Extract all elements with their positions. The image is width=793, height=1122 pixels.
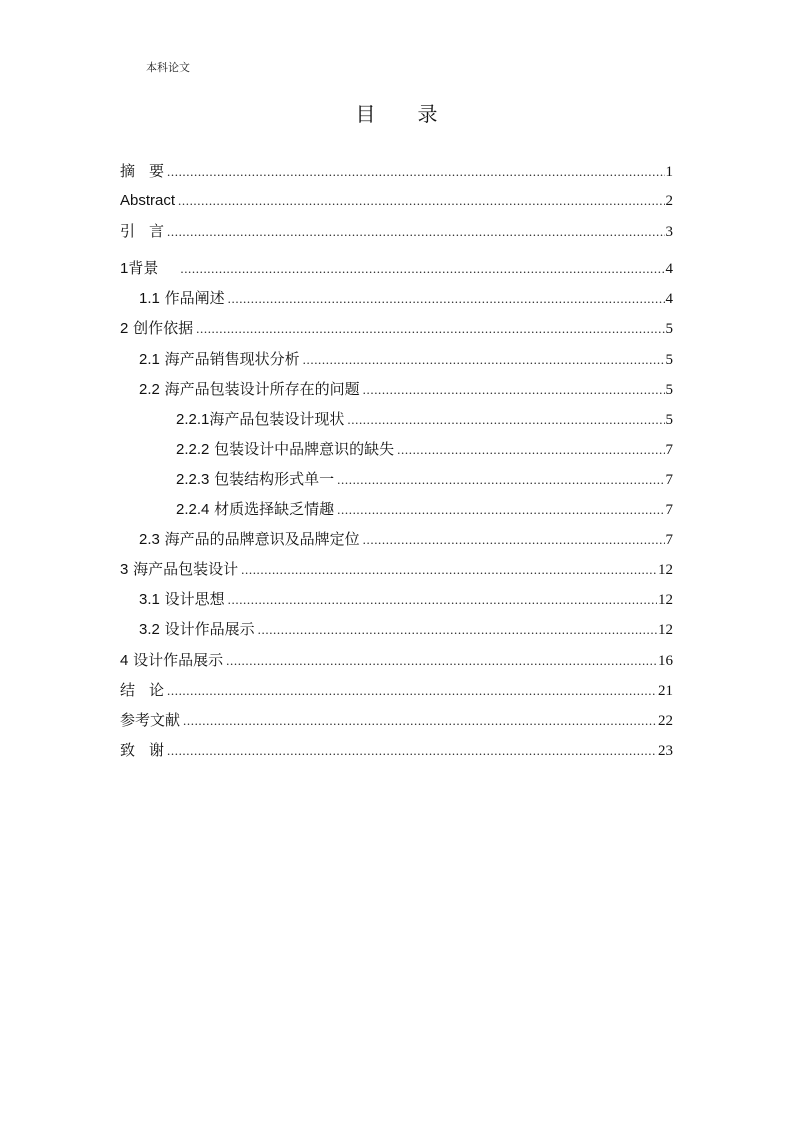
toc-page-number: 5 [665,411,673,428]
toc-entry-acknowledgements[interactable] [120,735,673,765]
toc-entry-title: 2.2.2 包装设计中品牌意识的缺失 [176,439,395,458]
toc-entry-section-2-2-4[interactable] [120,494,673,524]
toc-entry-title: 2.2.3 包装结构形式单一 [176,469,335,488]
toc-page-number: 23 [658,742,673,759]
toc-entry-section-2-2-3[interactable] [120,464,673,494]
toc-page-number: 2 [665,193,673,210]
toc-leader-dots [303,345,665,374]
toc-page-number: 21 [658,682,673,699]
toc-leader-dots [337,495,664,524]
toc-page-number: 22 [658,712,673,729]
toc-entry-title: 4 设计作品展示 [120,650,224,669]
toc-entry-title: 参考文献 [120,710,181,729]
toc-leader-dots [167,736,657,765]
toc-entry-title: 1背景 [120,259,159,278]
toc-entry-title: 2.3 海产品的品牌意识及品牌定位 [139,530,360,549]
toc-entry-chapter-3[interactable] [120,554,673,584]
toc-entry-title: 2.2.1海产品包装设计现状 [176,409,345,428]
toc-entry-title: 结论 [120,680,165,699]
toc-page-number: 16 [658,652,673,669]
table-of-contents [120,156,673,765]
running-header: 本科论文 [146,61,190,74]
toc-page-number: 12 [658,562,673,579]
toc-leader-dots [363,525,665,554]
toc-leader-dots [226,646,657,675]
toc-entry-title: Abstract [120,192,176,210]
toc-leader-dots [228,284,665,313]
toc-page-number: 12 [658,622,673,639]
toc-leader-dots [241,555,657,584]
toc-leader-dots [228,585,657,614]
toc-page-number: 5 [665,351,673,368]
toc-entry-title: 2.2 海产品包装设计所存在的问题 [139,379,360,398]
toc-leader-dots [337,465,664,494]
toc-entry-abstract-en[interactable] [120,186,673,216]
toc-leader-dots [178,186,664,216]
toc-entry-section-1-1[interactable] [120,283,673,313]
toc-entry-section-2-2-2[interactable] [120,434,673,464]
toc-entry-section-3-1[interactable] [120,584,673,614]
toc-leader-dots [183,706,657,735]
toc-entry-chapter-4[interactable] [120,645,673,675]
toc-entry-title: 2.1 海产品销售现状分析 [139,349,300,368]
toc-entry-title: 摘要 [120,162,165,180]
toc-leader-dots [363,375,665,404]
title-char-2: 录 [417,102,438,126]
toc-leader-dots [180,254,664,283]
toc-entry-title: 3.2 设计作品展示 [139,620,255,639]
toc-leader-dots [258,615,657,644]
toc-entry-title: 2 创作依据 [120,319,194,338]
toc-page-number: 5 [665,321,673,338]
toc-leader-dots [196,314,664,343]
toc-entry-introduction[interactable] [120,216,673,246]
toc-page-number: 7 [665,471,673,488]
toc-page-number: 4 [665,291,673,308]
toc-leader-dots [347,405,664,434]
page-title [0,98,793,127]
toc-entry-section-2-1[interactable] [120,344,673,374]
toc-leader-dots [167,217,664,246]
toc-entry-section-2-3[interactable] [120,524,673,554]
toc-page-number: 7 [665,532,673,549]
toc-leader-dots [167,157,664,186]
toc-entry-title: 致谢 [120,740,165,759]
toc-page-number: 5 [665,381,673,398]
toc-entry-title: 2.2.4 材质选择缺乏情趣 [176,500,335,519]
toc-entry-chapter-1[interactable] [120,253,673,283]
toc-page-number: 1 [665,164,673,180]
toc-entry-references[interactable] [120,705,673,735]
title-char-1: 目 [355,102,376,126]
toc-page-number: 7 [665,441,673,458]
toc-page-number: 12 [658,592,673,609]
toc-page-number: 3 [665,224,673,241]
toc-entry-title: 3 海产品包装设计 [120,560,239,579]
toc-entry-section-3-2[interactable] [120,614,673,644]
toc-leader-dots [397,435,664,464]
toc-leader-dots [167,676,657,705]
toc-page-number: 4 [665,261,673,278]
toc-entry-section-2-2-1[interactable] [120,404,673,434]
toc-entry-abstract-cn[interactable] [120,156,673,186]
toc-entry-title: 1.1 作品阐述 [139,289,225,308]
toc-entry-title: 引言 [120,222,165,241]
toc-page-number: 7 [665,502,673,519]
toc-entry-chapter-2[interactable] [120,313,673,343]
toc-entry-conclusion[interactable] [120,675,673,705]
toc-entry-section-2-2[interactable] [120,374,673,404]
toc-entry-title: 3.1 设计思想 [139,590,225,609]
